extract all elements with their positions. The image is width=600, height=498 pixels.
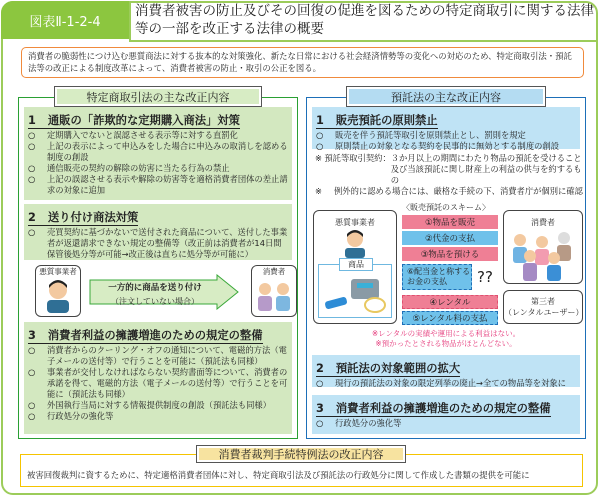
scheme-title: 〈販売預託のスキーム〉 bbox=[402, 203, 490, 212]
bullet: ○ 定期購入でないと誤認させる表示等に対する直罰化 bbox=[28, 130, 288, 141]
scheme-warnings: ※レンタルの実績や運用による利益はない。 ※預かったとされる物品がほとんどない。 bbox=[371, 329, 521, 348]
bottom-box: 被害回復裁判に資するために、特定適格消費者団体に対し、特定商取引法及び預託法の行政処分に関して作成した書類の提供を可能に bbox=[20, 454, 583, 487]
arrow-dividend: ⑥配当金と称するお金の支払 bbox=[402, 264, 472, 290]
arrow-sell: ①物品を販売 bbox=[402, 215, 498, 229]
right-panel-title: 預託法の主な改正内容 bbox=[346, 86, 546, 107]
tokushoho-panel bbox=[18, 97, 298, 439]
left-section-1: 1 通販の「詐欺的な定期購入商法」対策 ○ 定期購入でないと誤認させる表示等に対する直罰化 ○ 上記の表示によって申込みをした場合に申込みの取消しを認める制度の創設 ○ 通信販売の契約の解除の妨害に当たる行為の禁止 ○ 上記の誤認させる表示や解除の妨害等を適格消費者団体の差止請求の対象に追加 bbox=[24, 107, 292, 200]
bad-businessman-icon bbox=[43, 277, 73, 313]
consumer-box: 消費者 bbox=[251, 265, 297, 317]
scheme-consumer-box: 消費者 bbox=[503, 210, 583, 284]
scheme-seller-box: 悪質事業者 商品 bbox=[313, 210, 397, 324]
third-party-box: 第三者 （レンタルユーザー） bbox=[503, 290, 583, 324]
right-section-3: 3 消費者利益の擁護増進のための規定の整備 ○ 行政処分の強化等 bbox=[312, 395, 580, 434]
bullet: ○ 現行の預託法の対象の限定列挙の廃止→全ての物品等を対象に bbox=[316, 378, 576, 389]
bullet: ○ 行政処分の強化等 bbox=[28, 411, 288, 422]
bullet: ○ 行政処分の強化等 bbox=[316, 418, 576, 429]
consumers-group-icon bbox=[508, 228, 578, 282]
page-title: 消費者被害の防止及びその回復の促進を図るための特定商取引に関する法律等の一部を改正する法律の概要 bbox=[135, 3, 594, 37]
arrow-rental-fee: ⑤レンタル料の支払 bbox=[402, 311, 498, 325]
bullet: ○ 通信販売の契約の解除の妨害に当たる行為の禁止 bbox=[28, 163, 288, 174]
arrow-rental: ④レンタル bbox=[402, 295, 498, 309]
bullet: ○ 売買契約に基づかないで送付された商品について、送付した事業者が返還請求できない規定の整備等（改正前は消費者が14日間保管後処分等が可能→改正後は直ちに処分等が可能に） bbox=[28, 227, 288, 260]
right-section-1: 1 販売預託の原則禁止 ○ 販売を伴う預託等取引を原則禁止とし、罰則を規定 ○ 原則禁止の対象となる契約を民事的に無効とする制度の創設 bbox=[312, 107, 580, 149]
bullet: ○ 外国執行当局に対する情報提供制度の創設（預託法も同様） bbox=[28, 400, 288, 411]
bullet: ○ 消費者からのクーリング・オフの通知について、電磁的方法（電子メールの送付等）で行うことを可能に（預託法も同様） bbox=[28, 345, 288, 367]
question-marks: ?? bbox=[477, 268, 493, 286]
notes: ※ 預託等取引契約： ３か月以上の期間にわたり物品の預託を受けること及び当該預託に関し財産上の利益の供与を約するもの ※ 例外的に認める場合には、厳格な手続の下、消費者庁が個別に確認 bbox=[315, 153, 583, 196]
bullet: ○ 事業者が交付しなければならない契約書面等について、消費者の承諾を得て、電磁的方法（電子メールの送付等）で行うことを可能に（預託法も同様） bbox=[28, 367, 288, 400]
bullet: ○ 上記の表示によって申込みをした場合に申込みの取消しを認める制度の創設 bbox=[28, 141, 288, 163]
figure-label: 図表Ⅱ-1-2-4 bbox=[1, 1, 129, 39]
seller-box: 悪質事業者 bbox=[35, 265, 81, 317]
bad-businessman-icon bbox=[340, 228, 370, 258]
arrow-deposit: ③物品を預ける bbox=[402, 247, 498, 261]
left-panel-title: 特定商取引法の主な改正内容 bbox=[54, 86, 262, 107]
intro-box: 消費者の脆弱性につけ込む悪質商法に対する抜本的な対策強化、新たな日常における社会経済情勢等の変化への対応のため、特定商取引法・預託法等の改正による制度改革によって、消費者被害の防止・取引の公正を図る。 bbox=[21, 47, 584, 78]
divider bbox=[129, 1, 131, 41]
bullet: ○ 販売を伴う預託等取引を原則禁止とし、罰則を規定 bbox=[316, 130, 576, 141]
left-section-3: 3 消費者利益の擁護増進のための規定の整備 ○ 消費者からのクーリング・オフの通知について、電磁的方法（電子メールの送付等）で行うことを可能に（預託法も同様） ○ 事業者が交付しなければならない契約書面等について、消費者の承諾を得て、電磁的方法（電子メールの送付等）で行うことを可能に（預託法も同様） ○ 外国執行当局に対する情報提供制度の創設（預託法も同様） ○ 行政処分の強化等 bbox=[24, 322, 292, 434]
yotakuho-panel bbox=[306, 97, 586, 439]
bullet: ○ 上記の誤認させる表示や解除の妨害等を適格消費者団体の差止請求の対象に追加 bbox=[28, 174, 288, 196]
divider bbox=[129, 40, 598, 42]
goods-phone-icon bbox=[323, 275, 389, 315]
right-section-2: 2 預託法の対象範囲の拡大 ○ 現行の預託法の対象の限定列挙の廃止→全ての物品等を対象に bbox=[312, 355, 580, 387]
consumers-icon bbox=[254, 277, 294, 313]
left-section-2: 2 送り付け商法対策 ○ 売買契約に基づかないで送付された商品について、送付した事業者が返還請求できない規定の整備等（改正前は消費者が14日間保管後処分等が可能→改正後は直ちに処分等が可能に） bbox=[24, 204, 292, 260]
bottom-title: 消費者裁判手続特例法の改正内容 bbox=[196, 445, 406, 463]
goods-box: 商品 bbox=[318, 264, 392, 318]
arrow-payment: ②代金の支払 bbox=[402, 231, 498, 245]
bullet: ○ 原則禁止の対象となる契約を民事的に無効とする制度の創設 bbox=[316, 141, 576, 152]
send-arrow: 一方的に商品を送り付け （注文していない場合） bbox=[89, 274, 239, 310]
